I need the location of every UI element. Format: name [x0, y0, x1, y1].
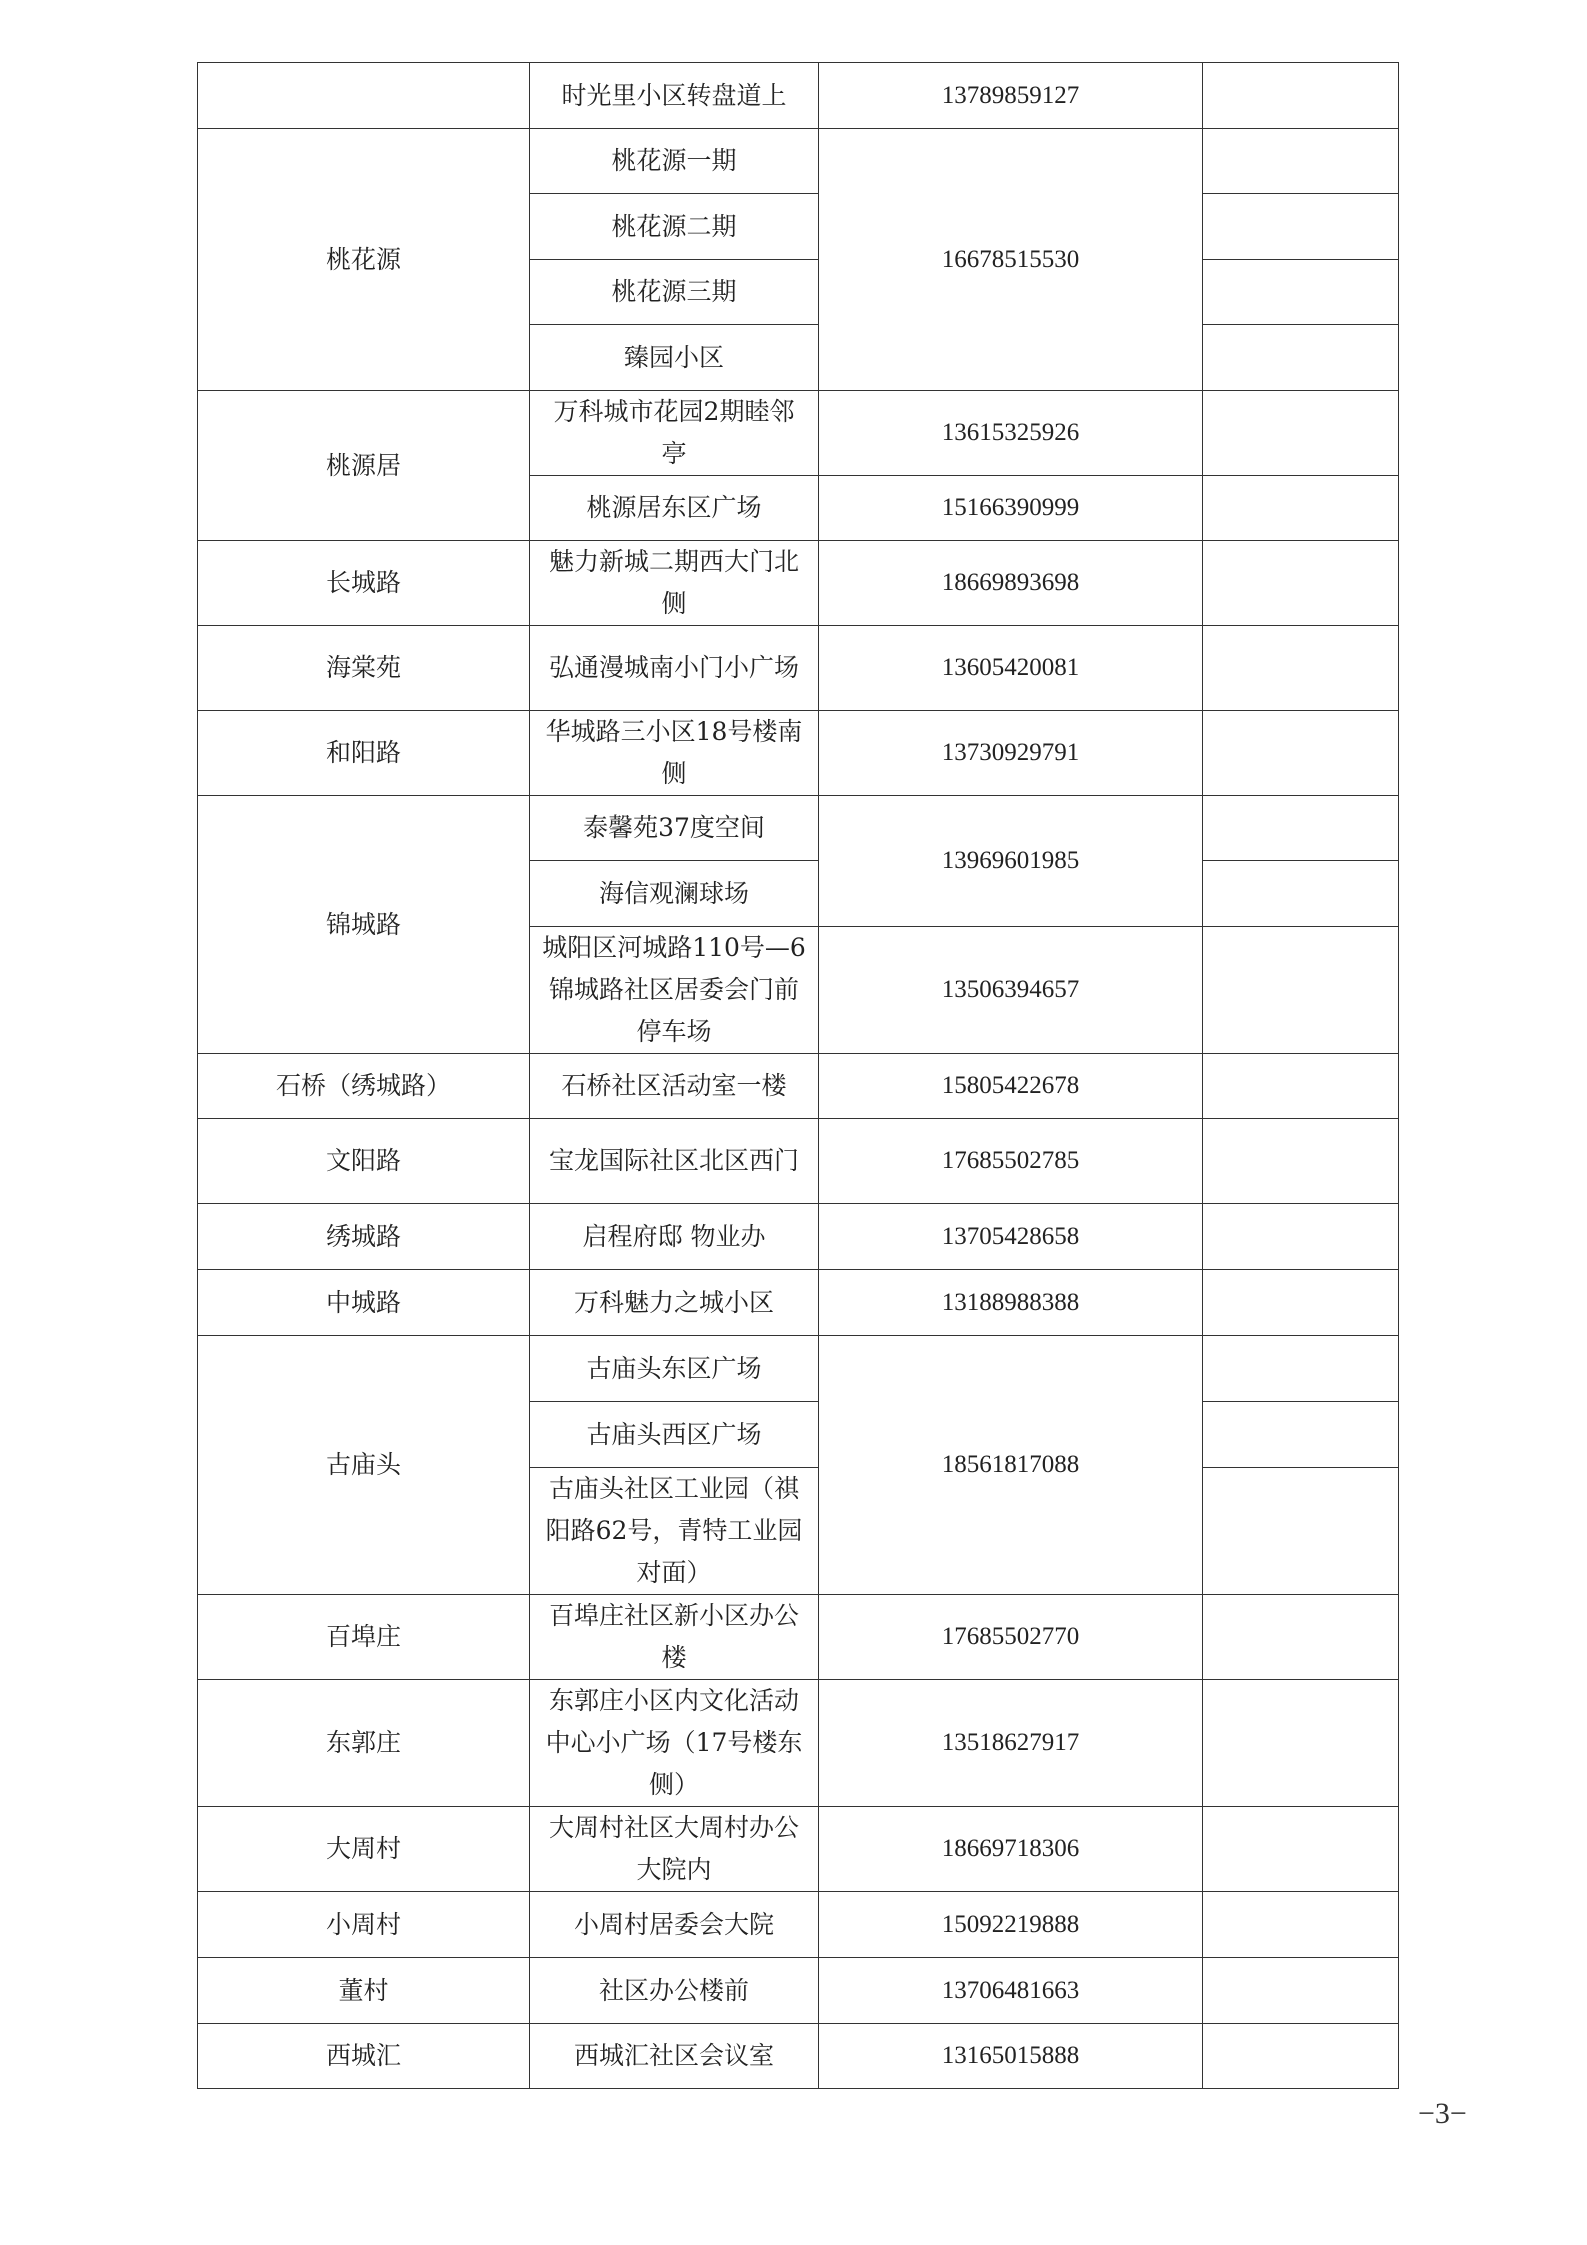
blank-cell — [1203, 711, 1399, 796]
blank-cell — [1203, 1204, 1399, 1270]
community-cell: 大周村 — [198, 1807, 530, 1892]
table-row — [198, 626, 1399, 711]
community-cell: 长城路 — [198, 541, 530, 626]
location-cell: 古庙头东区广场 — [530, 1336, 819, 1402]
community-cell: 百埠庄 — [198, 1595, 530, 1680]
table-row — [198, 1336, 1399, 1402]
phone-cell: 15092219888 — [819, 1892, 1203, 1958]
phone-cell: 13165015888 — [819, 2024, 1203, 2089]
community-cell: 桃源居 — [198, 391, 530, 541]
community-cell: 石桥（绣城路） — [198, 1054, 530, 1119]
phone-cell: 13789859127 — [819, 63, 1203, 129]
table-row — [198, 1054, 1399, 1119]
phone-cell: 13518627917 — [819, 1680, 1203, 1807]
phone-cell: 13506394657 — [819, 927, 1203, 1054]
location-cell: 桃花源二期 — [530, 194, 819, 260]
blank-cell — [1203, 260, 1399, 325]
table-row — [198, 1680, 1399, 1807]
community-cell: 文阳路 — [198, 1119, 530, 1204]
location-cell: 古庙头西区广场 — [530, 1402, 819, 1468]
phone-cell: 13705428658 — [819, 1204, 1203, 1270]
blank-cell — [1203, 1270, 1399, 1336]
phone-cell: 13605420081 — [819, 626, 1203, 711]
blank-cell — [1203, 626, 1399, 711]
community-cell — [198, 63, 530, 129]
location-cell: 社区办公楼前 — [530, 1958, 819, 2024]
blank-cell — [1203, 1119, 1399, 1204]
phone-cell: 17685502770 — [819, 1595, 1203, 1680]
phone-cell: 15805422678 — [819, 1054, 1203, 1119]
blank-cell — [1203, 1468, 1399, 1595]
community-cell: 中城路 — [198, 1270, 530, 1336]
phone-cell: 18561817088 — [819, 1336, 1203, 1595]
blank-cell — [1203, 1680, 1399, 1807]
location-cell: 魅力新城二期西大门北侧 — [530, 541, 819, 626]
location-cell: 臻园小区 — [530, 325, 819, 391]
phone-cell: 18669718306 — [819, 1807, 1203, 1892]
blank-cell — [1203, 1892, 1399, 1958]
community-cell: 桃花源 — [198, 129, 530, 391]
location-cell: 万科魅力之城小区 — [530, 1270, 819, 1336]
blank-cell — [1203, 1595, 1399, 1680]
location-cell: 宝龙国际社区北区西门 — [530, 1119, 819, 1204]
community-cell: 小周村 — [198, 1892, 530, 1958]
page-number: −3− — [1418, 2097, 1467, 2130]
table-row — [198, 2024, 1399, 2089]
blank-cell — [1203, 1958, 1399, 2024]
location-cell: 东郭庄小区内文化活动中心小广场（17号楼东侧） — [530, 1680, 819, 1807]
blank-cell — [1203, 129, 1399, 194]
phone-cell: 13706481663 — [819, 1958, 1203, 2024]
community-cell: 锦城路 — [198, 796, 530, 1054]
blank-cell — [1203, 861, 1399, 927]
blank-cell — [1203, 1807, 1399, 1892]
table-row — [198, 1119, 1399, 1204]
location-cell: 大周村社区大周村办公大院内 — [530, 1807, 819, 1892]
table-row — [198, 796, 1399, 861]
location-cell: 启程府邸 物业办 — [530, 1204, 819, 1270]
blank-cell — [1203, 1054, 1399, 1119]
table-row — [198, 711, 1399, 796]
location-cell: 泰馨苑37度空间 — [530, 796, 819, 861]
community-cell: 董村 — [198, 1958, 530, 2024]
blank-cell — [1203, 1336, 1399, 1402]
table-row — [198, 391, 1399, 476]
blank-cell — [1203, 391, 1399, 476]
blank-cell — [1203, 325, 1399, 391]
phone-cell: 13730929791 — [819, 711, 1203, 796]
table-row — [198, 1595, 1399, 1680]
location-cell: 百埠庄社区新小区办公楼 — [530, 1595, 819, 1680]
community-cell: 东郭庄 — [198, 1680, 530, 1807]
blank-cell — [1203, 476, 1399, 541]
blank-cell — [1203, 927, 1399, 1054]
location-cell: 石桥社区活动室一楼 — [530, 1054, 819, 1119]
table-row — [198, 1958, 1399, 2024]
phone-cell: 17685502785 — [819, 1119, 1203, 1204]
phone-cell: 18669893698 — [819, 541, 1203, 626]
table-row — [198, 1204, 1399, 1270]
table-row — [198, 129, 1399, 194]
phone-cell: 15166390999 — [819, 476, 1203, 541]
location-cell: 桃花源三期 — [530, 260, 819, 325]
location-cell: 桃源居东区广场 — [530, 476, 819, 541]
blank-cell — [1203, 1402, 1399, 1468]
phone-cell: 13188988388 — [819, 1270, 1203, 1336]
blank-cell — [1203, 194, 1399, 260]
community-cell: 海棠苑 — [198, 626, 530, 711]
table-row — [198, 63, 1399, 129]
community-cell: 和阳路 — [198, 711, 530, 796]
blank-cell — [1203, 541, 1399, 626]
community-cell: 绣城路 — [198, 1204, 530, 1270]
table-row — [198, 1270, 1399, 1336]
location-cell: 小周村居委会大院 — [530, 1892, 819, 1958]
blank-cell — [1203, 63, 1399, 129]
location-cell: 城阳区河城路110号—6锦城路社区居委会门前停车场 — [530, 927, 819, 1054]
table-row — [198, 1892, 1399, 1958]
location-cell: 海信观澜球场 — [530, 861, 819, 927]
location-cell: 古庙头社区工业园（祺阳路62号，青特工业园对面） — [530, 1468, 819, 1595]
phone-cell: 13969601985 — [819, 796, 1203, 927]
address-table — [197, 62, 1399, 2089]
phone-cell: 16678515530 — [819, 129, 1203, 391]
location-cell: 弘通漫城南小门小广场 — [530, 626, 819, 711]
community-cell: 古庙头 — [198, 1336, 530, 1595]
community-cell: 西城汇 — [198, 2024, 530, 2089]
location-cell: 万科城市花园2期睦邻亭 — [530, 391, 819, 476]
location-cell: 时光里小区转盘道上 — [530, 63, 819, 129]
location-cell: 桃花源一期 — [530, 129, 819, 194]
location-cell: 华城路三小区18号楼南侧 — [530, 711, 819, 796]
table-row — [198, 1807, 1399, 1892]
blank-cell — [1203, 796, 1399, 861]
table-row — [198, 541, 1399, 626]
location-cell: 西城汇社区会议室 — [530, 2024, 819, 2089]
blank-cell — [1203, 2024, 1399, 2089]
phone-cell: 13615325926 — [819, 391, 1203, 476]
